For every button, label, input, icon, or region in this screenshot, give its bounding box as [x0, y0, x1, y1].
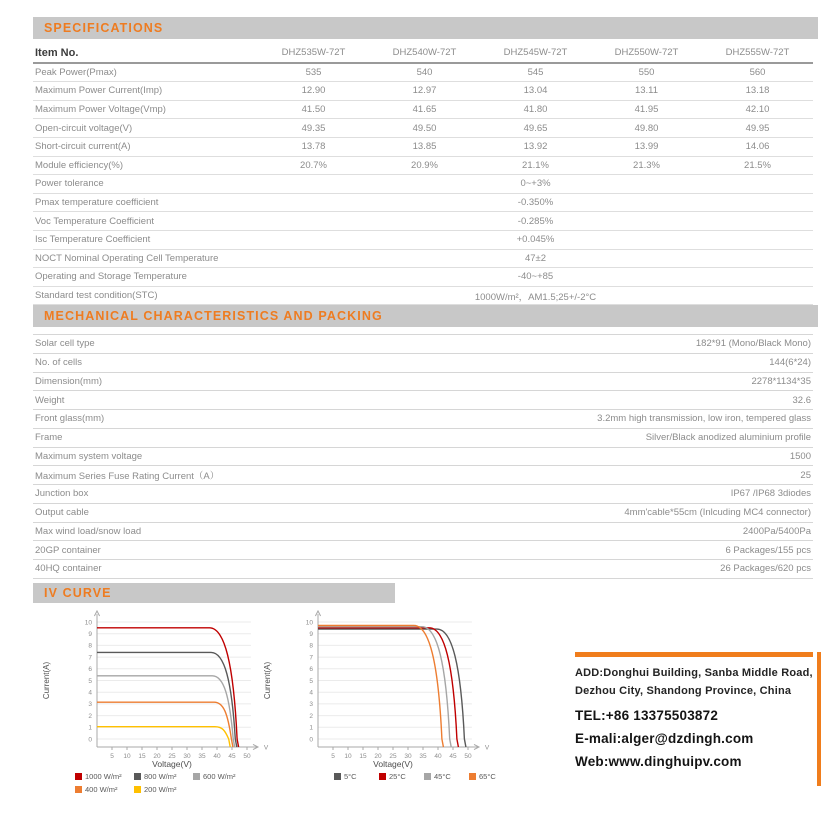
table-row [33, 503, 813, 522]
legend-label: 600 W/m² [203, 772, 236, 781]
x-tick-label: 50 [243, 753, 251, 760]
legend-swatch-icon [193, 773, 200, 780]
x-tick-label: 30 [183, 753, 191, 760]
y-axis-title: Current(A) [42, 661, 51, 700]
legend-label: 1000 W/m² [85, 772, 122, 781]
spec-cell-value: 41.65 [412, 104, 437, 116]
spec-merged-value: 1000W/m²，AM1.5;25+/-2°C [474, 291, 597, 303]
spec-merged-value: +0.045% [516, 234, 555, 246]
table-row [33, 447, 813, 466]
spec-cell-value: 14.06 [745, 141, 770, 153]
legend-swatch-icon [469, 773, 476, 780]
y-tick-label: 0 [309, 736, 313, 744]
spec-cell-value: 49.50 [412, 122, 437, 134]
irradiance-legend [35, 770, 265, 796]
spec-row-label: Open-circuit voltage(V) [35, 122, 133, 134]
x-tick-label: 45 [228, 753, 236, 760]
mech-row-label: No. of cells [35, 357, 82, 369]
contact-website: Web:www.dinghuipv.com [575, 754, 742, 769]
legend-swatch-icon [75, 786, 82, 793]
table-row [33, 560, 813, 579]
y-tick-label: 2 [309, 712, 313, 720]
legend-item [469, 770, 514, 783]
table-row [33, 466, 813, 485]
temperature-legend [256, 770, 534, 783]
table-row [33, 541, 813, 560]
mech-row-label: Dimension(mm) [35, 375, 103, 387]
spec-cell-value: 49.35 [301, 122, 326, 134]
spec-cell-value: 21.3% [633, 159, 660, 171]
table-row [33, 335, 813, 354]
legend-item [193, 770, 252, 783]
specifications-section-title: SPECIFICATIONS [44, 21, 164, 35]
table-row [33, 485, 813, 504]
table-row [33, 522, 813, 541]
spec-cell-value: 13.11 [634, 85, 659, 97]
spec-cell-value: 13.85 [412, 141, 437, 153]
iv-curve-section-title: IV CURVE [44, 586, 112, 600]
spec-merged-value: 47±2 [524, 252, 547, 264]
x-axis-title: Voltage(V) [373, 759, 413, 769]
spec-cell-value: 13.18 [745, 85, 770, 97]
legend-label: 400 W/m² [85, 785, 118, 794]
table-row [33, 249, 813, 268]
legend-swatch-icon [134, 786, 141, 793]
model-column-header: DHZ535W-72T [281, 47, 346, 59]
y-tick-label: 9 [88, 631, 92, 638]
mech-row-value: 26 Packages/620 pcs [720, 563, 811, 575]
mech-row-label: Weight [35, 394, 65, 406]
table-row [33, 268, 813, 287]
x-tick-label: 20 [153, 753, 161, 760]
model-column-header: DHZ550W-72T [614, 47, 679, 59]
spec-cell-value: 49.95 [745, 122, 770, 134]
spec-cell-value: 41.50 [301, 104, 326, 116]
model-column-header: DHZ555W-72T [725, 47, 790, 59]
spec-cell-value: 545 [527, 66, 544, 78]
iv-curve-section-bar [33, 583, 395, 603]
specifications-table [33, 44, 813, 305]
spec-row-label: Pmax temperature coefficient [35, 197, 159, 209]
table-row [33, 82, 813, 101]
x-tick-label: 25 [168, 753, 176, 760]
iv-curve-temperature-plot [256, 608, 501, 770]
table-row [33, 137, 813, 156]
y-axis-title: Current(A) [263, 661, 272, 700]
spec-cell-value: 41.80 [523, 104, 548, 116]
legend-item [75, 770, 134, 783]
x-tick-label: 10 [344, 753, 352, 760]
spec-row-label: Power tolerance [35, 178, 104, 190]
y-tick-label: 6 [88, 666, 92, 674]
contact-address-line2: Dezhou City, Shandong Province, China [575, 685, 792, 697]
legend-swatch-icon [75, 773, 82, 780]
table-row [33, 100, 813, 119]
table-row [33, 119, 813, 138]
iv-curve-400 W/m² [97, 702, 233, 747]
y-tick-label: 4 [309, 689, 313, 697]
spec-cell-value: 42.10 [745, 104, 770, 116]
spec-cell-value: 21.1% [522, 159, 549, 171]
spec-cell-value: 535 [305, 66, 322, 78]
x-tick-label: 5 [331, 753, 335, 760]
y-tick-label: 5 [309, 677, 313, 685]
mech-row-value: 2278*1134*35 [751, 375, 811, 387]
mech-row-value: 25 [800, 469, 811, 481]
spec-cell-value: 12.97 [412, 85, 437, 97]
table-row [33, 156, 813, 175]
mech-row-label: Junction box [35, 488, 89, 500]
legend-label: 45°C [434, 772, 451, 781]
mech-row-value: IP67 /IP68 3diodes [730, 488, 811, 500]
spec-merged-value: -0.350% [517, 197, 554, 209]
mech-row-label: 20GP container [35, 544, 101, 556]
mech-row-label: Maximum system voltage [35, 450, 143, 462]
x-tick-label: 5 [110, 753, 114, 760]
spec-row-label: Short-circuit current(A) [35, 141, 131, 153]
spec-cell-value: 20.9% [411, 159, 438, 171]
mechanical-section-title: MECHANICAL CHARACTERISTICS AND PACKING [44, 309, 383, 323]
legend-item [134, 770, 193, 783]
spec-cell-value: 13.78 [301, 141, 326, 153]
item-no-header: Item No. [35, 46, 79, 59]
spec-cell-value: 560 [749, 66, 766, 78]
y-tick-label: 10 [84, 619, 92, 627]
legend-swatch-icon [134, 773, 141, 780]
specifications-section-bar [33, 17, 818, 39]
table-row [33, 212, 813, 231]
mech-row-label: Output cable [35, 507, 89, 519]
spec-merged-value: -0.285% [517, 215, 554, 227]
legend-item [134, 783, 193, 796]
spec-row-label: Voc Temperature Coefficient [35, 215, 154, 227]
contact-block [575, 652, 815, 769]
y-tick-label: 10 [305, 619, 313, 627]
contact-address-line1: ADD:Donghui Building, Sanba Middle Road, [575, 667, 813, 679]
y-tick-label: 1 [309, 724, 313, 732]
spec-cell-value: 41.95 [634, 104, 659, 116]
y-tick-label: 3 [88, 701, 92, 709]
mech-row-label: Frame [35, 432, 63, 444]
y-tick-label: 1 [88, 724, 92, 732]
spec-cell-value: 13.99 [634, 141, 659, 153]
mech-row-value: 1500 [789, 450, 811, 462]
spec-row-label: Peak Power(Pmax) [35, 66, 117, 78]
right-accent-stripe [817, 652, 821, 786]
x-tick-label: 25 [389, 753, 397, 760]
iv-curve-5°C [318, 629, 466, 747]
mech-row-value: 144(6*24) [769, 357, 811, 369]
table-row [33, 391, 813, 410]
legend-label: 65°C [479, 772, 496, 781]
y-tick-label: 8 [309, 642, 313, 650]
table-row [33, 410, 813, 429]
spec-cell-value: 20.7% [300, 159, 327, 171]
x-tick-label: 50 [464, 753, 472, 760]
iv-curve-chart-irradiance [35, 608, 280, 796]
mech-row-value: 2400Pa/5400Pa [742, 525, 811, 537]
mech-row-label: Front glass(mm) [35, 413, 105, 425]
mech-row-value: 3.2mm high transmission, low iron, tempered glass [597, 413, 811, 425]
spec-cell-value: 21.5% [744, 159, 771, 171]
contact-email: E-mali:alger@dzdingh.com [575, 731, 754, 746]
x-tick-label: 10 [123, 753, 131, 760]
y-tick-label: 5 [88, 677, 92, 685]
mech-row-label: 40HQ container [35, 563, 102, 575]
contact-accent-bar [575, 652, 813, 657]
y-tick-label: 9 [309, 631, 313, 638]
legend-swatch-icon [334, 773, 341, 780]
spec-row-label: Maximum Power Current(Imp) [35, 85, 163, 97]
spec-row-label: NOCT Nominal Operating Cell Temperature [35, 252, 219, 264]
legend-label: 25°C [389, 772, 406, 781]
legend-item [334, 770, 379, 783]
x-tick-label: 45 [449, 753, 457, 760]
specifications-header-row [33, 44, 813, 63]
spec-cell-value: 13.04 [523, 85, 548, 97]
spec-cell-value: 49.80 [634, 122, 659, 134]
legend-swatch-icon [424, 773, 431, 780]
y-tick-label: 7 [88, 654, 92, 662]
table-row [33, 428, 813, 447]
x-axis-unit-label: V [484, 744, 490, 752]
legend-label: 200 W/m² [144, 785, 177, 794]
y-tick-label: 8 [88, 642, 92, 650]
y-tick-label: 3 [309, 701, 313, 709]
iv-curve-irradiance-plot [35, 608, 280, 770]
model-column-header: DHZ545W-72T [503, 47, 568, 59]
x-axis-unit-label: V [263, 744, 269, 752]
y-tick-label: 2 [88, 712, 92, 720]
spec-cell-value: 49.65 [523, 122, 548, 134]
spec-cell-value: 550 [638, 66, 655, 78]
legend-item [75, 783, 134, 796]
legend-swatch-icon [379, 773, 386, 780]
x-tick-label: 30 [404, 753, 412, 760]
mech-row-label: Max wind load/snow load [35, 525, 142, 537]
x-tick-label: 15 [138, 753, 146, 760]
table-row [33, 372, 813, 391]
legend-item [424, 770, 469, 783]
mech-row-value: 6 Packages/155 pcs [725, 544, 811, 556]
spec-row-label: Standard test condition(STC) [35, 290, 158, 302]
x-tick-label: 40 [434, 753, 442, 760]
x-axis-title: Voltage(V) [152, 759, 192, 769]
mechanical-section-bar [33, 305, 818, 327]
x-tick-label: 35 [198, 753, 206, 760]
table-row [33, 353, 813, 372]
iv-curve-65°C [318, 626, 443, 747]
mech-row-label: Solar cell type [35, 338, 95, 350]
iv-curve-200 W/m² [97, 727, 230, 747]
legend-label: 5°C [344, 772, 357, 781]
spec-row-label: Module efficiency(%) [35, 159, 124, 171]
spec-cell-value: 12.90 [301, 85, 326, 97]
spec-row-label: Operating and Storage Temperature [35, 271, 187, 283]
iv-curve-45°C [318, 627, 451, 747]
spec-row-label: Isc Temperature Coefficient [35, 234, 151, 246]
y-tick-label: 6 [309, 666, 313, 674]
spec-cell-value: 13.92 [523, 141, 548, 153]
iv-curve-chart-temperature [256, 608, 501, 783]
x-tick-label: 15 [359, 753, 367, 760]
y-tick-label: 4 [88, 689, 92, 697]
table-row [33, 286, 813, 305]
mech-row-value: 32.6 [792, 394, 811, 406]
mech-row-label: Maximum Series Fuse Rating Current（A） [35, 471, 220, 483]
table-row [33, 63, 813, 82]
mech-row-value: Silver/Black anodized aluminium profile [645, 432, 811, 444]
table-row [33, 193, 813, 212]
model-column-header: DHZ540W-72T [392, 47, 457, 59]
x-tick-label: 40 [213, 753, 221, 760]
spec-cell-value: 540 [416, 66, 433, 78]
x-tick-label: 35 [419, 753, 427, 760]
legend-label: 800 W/m² [144, 772, 177, 781]
y-tick-label: 7 [309, 654, 313, 662]
spec-merged-value: 0~+3% [520, 178, 551, 190]
spec-row-label: Maximum Power Voltage(Vmp) [35, 104, 166, 116]
table-row [33, 175, 813, 194]
mechanical-table [33, 334, 813, 579]
legend-item [379, 770, 424, 783]
iv-curve-800 W/m² [97, 652, 237, 747]
iv-curve-600 W/m² [97, 676, 235, 747]
y-tick-label: 0 [88, 736, 92, 744]
mech-row-value: 4mm'cable*55cm (Inlcuding MC4 connector) [624, 507, 811, 519]
table-row [33, 230, 813, 249]
spec-merged-value: -40~+85 [517, 271, 554, 283]
contact-telephone: TEL:+86 13375503872 [575, 708, 719, 723]
mech-row-value: 182*91 (Mono/Black Mono) [695, 338, 811, 350]
x-tick-label: 20 [374, 753, 382, 760]
